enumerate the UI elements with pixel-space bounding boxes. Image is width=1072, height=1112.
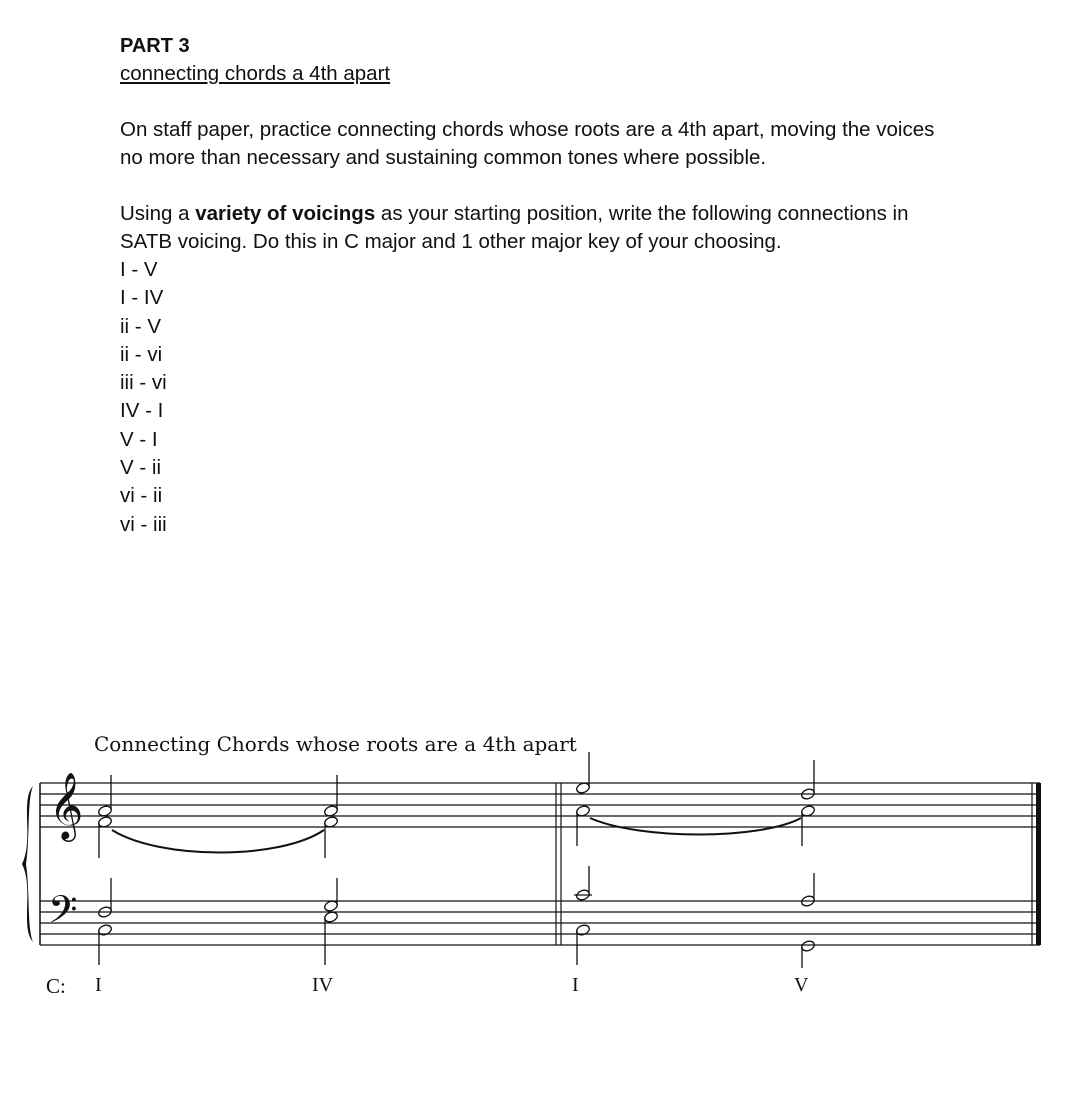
variety-of-voicings-emphasis: variety of voicings — [195, 202, 376, 225]
section-subtitle: connecting chords a 4th apart — [120, 62, 391, 85]
chord-3-bass — [574, 866, 592, 965]
chord-4-bass — [800, 873, 815, 968]
part-title: PART 3 — [120, 35, 190, 57]
bass-staff — [40, 901, 1040, 945]
chord-1-bass — [97, 878, 112, 965]
score-title: Connecting Chords whose roots are a 4th apart — [94, 732, 577, 756]
progression-item: ii - V — [120, 314, 161, 338]
progression-item: vi - iii — [120, 512, 167, 536]
tie-2 — [590, 818, 801, 835]
instruction-paragraph-2-prefix: Using a — [120, 202, 196, 225]
chord-label-3: I — [572, 974, 579, 996]
chord-label-4: V — [794, 974, 809, 996]
progression-item: V - I — [120, 427, 158, 451]
grand-staff-brace — [22, 786, 33, 942]
chord-3-treble — [575, 752, 590, 846]
progression-item: vi - ii — [120, 484, 163, 508]
progression-item: V - ii — [120, 456, 161, 480]
treble-staff — [40, 783, 1040, 827]
instruction-paragraph-1: On staff paper, practice connecting chords whose roots are a 4th apart, moving the voices no more than necessary and sustaining common tones where possible. — [120, 118, 935, 169]
progression-item: I - IV — [120, 286, 164, 310]
tie-1 — [112, 830, 324, 853]
treble-clef-icon: 𝄞 — [49, 771, 84, 839]
chord-4-treble — [800, 760, 815, 846]
progression-item: ii - vi — [120, 342, 163, 366]
instruction-paragraph-2-suffix: as your starting position, write the following connections in SATB voicing. Do this in C major and 1 other major key of your choosing. — [120, 202, 909, 253]
chord-label-1: I — [95, 974, 102, 996]
final-barline-thick — [1036, 783, 1041, 945]
bass-clef-icon: 𝄢 — [48, 887, 78, 941]
progression-item: iii - vi — [120, 371, 167, 395]
chord-label-2: IV — [312, 974, 334, 996]
key-label: C: — [46, 974, 66, 998]
progression-item: I - V — [120, 258, 158, 281]
progression-item: IV - I — [120, 399, 164, 423]
chord-2-bass — [323, 878, 338, 965]
